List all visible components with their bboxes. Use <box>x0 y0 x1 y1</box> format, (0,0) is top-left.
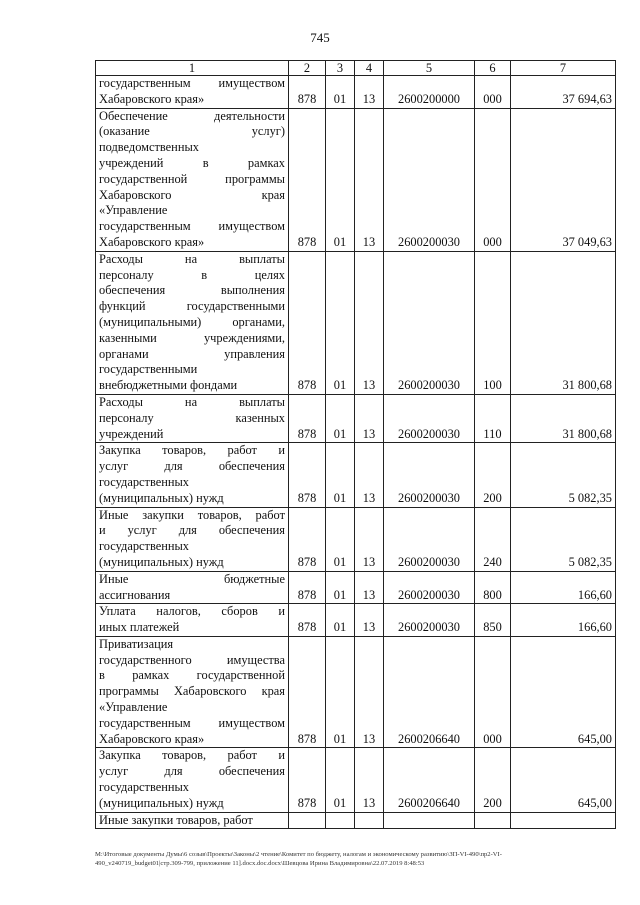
expense-item-name-line: иных платежей <box>99 620 180 635</box>
amount: 31 800,68 <box>511 394 616 442</box>
ministry-code: 878 <box>289 636 326 748</box>
subsection-code: 13 <box>355 748 384 812</box>
table-row <box>96 748 616 812</box>
subsection-code: 13 <box>355 76 384 109</box>
table-row <box>96 507 616 571</box>
subsection-code: 13 <box>355 604 384 637</box>
target-article-code: 2600200030 <box>384 571 475 604</box>
header-col-1: 1 <box>96 61 289 76</box>
ministry-code: 878 <box>289 507 326 571</box>
expense-item-name-line: услуг для обеспечения <box>99 459 285 474</box>
subsection-code: 13 <box>355 571 384 604</box>
expense-item-name-line: государственным имуществом <box>99 219 285 234</box>
header-col-3: 3 <box>326 61 355 76</box>
expense-item-name-line: учреждений <box>99 426 164 441</box>
expense-item-name-line: Иные закупки товаров, работ <box>99 812 253 827</box>
table-row <box>96 571 616 604</box>
section-code: 01 <box>326 251 355 394</box>
expense-type-code: 100 <box>475 251 511 394</box>
expense-item-name-line: ассигнования <box>99 587 171 602</box>
expense-item-name-line: (муниципальных) нужд <box>99 795 224 810</box>
expense-item-name-line: Хабаровского края» <box>99 731 205 746</box>
expense-item-name-line: государственных <box>99 474 190 489</box>
expense-item-name-line: Расходы на выплаты <box>99 394 285 409</box>
expense-type-code: 240 <box>475 507 511 571</box>
amount <box>511 812 616 829</box>
subsection-code: 13 <box>355 443 384 507</box>
target-article-code: 2600206640 <box>384 748 475 812</box>
expense-item-name <box>96 443 289 507</box>
expense-item-name-line: персоналу в целях <box>99 267 285 282</box>
header-col-4: 4 <box>355 61 384 76</box>
expense-item-name-line: и услуг для обеспечения <box>99 523 285 538</box>
target-article-code <box>384 812 475 829</box>
ministry-code <box>289 812 326 829</box>
table-body <box>96 76 616 829</box>
section-code: 01 <box>326 748 355 812</box>
expense-item-name-line: государственными <box>99 362 198 377</box>
expense-type-code: 110 <box>475 394 511 442</box>
ministry-code: 878 <box>289 604 326 637</box>
expense-item-name-line: государственной программы <box>99 171 285 186</box>
expense-type-code: 850 <box>475 604 511 637</box>
expense-type-code: 000 <box>475 76 511 109</box>
target-article-code: 2600200030 <box>384 251 475 394</box>
header-col-5: 5 <box>384 61 475 76</box>
ministry-code: 878 <box>289 571 326 604</box>
page-number: 745 <box>310 30 330 45</box>
amount: 645,00 <box>511 636 616 748</box>
expense-item-name-line: Закупка товаров, работ и <box>99 748 285 763</box>
ministry-code: 878 <box>289 108 326 251</box>
expense-item-name-line: «Управление <box>99 203 168 218</box>
expense-item-name <box>96 571 289 604</box>
expense-item-name-line: органами управления <box>99 346 285 361</box>
ministry-code: 878 <box>289 251 326 394</box>
expense-item-name-line: государственным имуществом <box>99 76 285 90</box>
expense-item-name <box>96 76 289 109</box>
ministry-code: 878 <box>289 748 326 812</box>
target-article-code: 2600200030 <box>384 394 475 442</box>
amount: 166,60 <box>511 604 616 637</box>
expense-item-name-line: (муниципальных) нужд <box>99 490 224 505</box>
amount: 166,60 <box>511 571 616 604</box>
target-article-code: 2600200030 <box>384 604 475 637</box>
expense-item-name-line: Расходы на выплаты <box>99 251 285 266</box>
expense-item-name <box>96 748 289 812</box>
header-col-7: 7 <box>511 61 616 76</box>
expense-type-code <box>475 812 511 829</box>
expense-item-name <box>96 251 289 394</box>
expense-item-name <box>96 636 289 748</box>
expense-item-name-line: Иные закупки товаров, работ <box>99 507 285 522</box>
expense-item-name <box>96 604 289 637</box>
expense-item-name <box>96 812 289 829</box>
target-article-code: 2600206640 <box>384 636 475 748</box>
section-code <box>326 812 355 829</box>
subsection-code: 13 <box>355 251 384 394</box>
expense-item-name-line: (оказание услуг) <box>99 124 285 139</box>
table-row <box>96 251 616 394</box>
target-article-code: 2600200030 <box>384 507 475 571</box>
expense-type-code: 000 <box>475 636 511 748</box>
expense-item-name-line: государственных <box>99 780 190 795</box>
ministry-code: 878 <box>289 394 326 442</box>
table-row <box>96 812 616 829</box>
table-row <box>96 76 616 109</box>
expense-type-code: 000 <box>475 108 511 251</box>
expense-item-name-line: обеспечения выполнения <box>99 283 285 298</box>
section-code: 01 <box>326 443 355 507</box>
amount: 37 049,63 <box>511 108 616 251</box>
target-article-code: 2600200000 <box>384 76 475 109</box>
amount: 645,00 <box>511 748 616 812</box>
header-col-2: 2 <box>289 61 326 76</box>
target-article-code: 2600200030 <box>384 108 475 251</box>
amount: 37 694,63 <box>511 76 616 109</box>
expense-item-name-line: подведомственных <box>99 140 199 155</box>
section-code: 01 <box>326 507 355 571</box>
expense-item-name <box>96 507 289 571</box>
header-col-6: 6 <box>475 61 511 76</box>
expense-item-name-line: (муниципальных) нужд <box>99 554 224 569</box>
expense-item-name-line: Приватизация <box>99 636 174 651</box>
amount: 5 082,35 <box>511 507 616 571</box>
expense-item-name-line: (муниципальными) органами, <box>99 314 285 329</box>
subsection-code: 13 <box>355 394 384 442</box>
section-code: 01 <box>326 76 355 109</box>
subsection-code: 13 <box>355 108 384 251</box>
expense-item-name-line: в рамках государственной <box>99 668 285 683</box>
expense-item-name <box>96 108 289 251</box>
expense-item-name-line: учреждений в рамках <box>99 155 285 170</box>
expense-item-name-line: государственным имуществом <box>99 715 285 730</box>
table-row <box>96 636 616 748</box>
expense-item-name-line: государственных <box>99 539 190 554</box>
expense-item-name-line: Хабаровского края» <box>99 234 205 249</box>
section-code: 01 <box>326 108 355 251</box>
target-article-code: 2600200030 <box>384 443 475 507</box>
table-row <box>96 394 616 442</box>
header-row <box>96 61 616 76</box>
section-code: 01 <box>326 394 355 442</box>
expense-item-name-line: внебюджетными фондами <box>99 378 238 393</box>
table-row <box>96 443 616 507</box>
document-footer <box>95 850 625 868</box>
amount: 31 800,68 <box>511 251 616 394</box>
section-code: 01 <box>326 636 355 748</box>
expense-item-name-line: Уплата налогов, сборов и <box>99 604 285 619</box>
footer-path-line-1: M:\Итоговые документы Думы\6 созыв\Проекты\Законы\2 чтение\Комитет по бюджету, налогам и экономическому развитию\ЗП-VI-490\пр2-VI- <box>95 851 502 858</box>
expense-type-code: 200 <box>475 748 511 812</box>
amount: 5 082,35 <box>511 443 616 507</box>
expense-item-name-line: Закупка товаров, работ и <box>99 443 285 458</box>
expense-item-name-line: функций государственными <box>99 299 285 314</box>
expense-item-name-line: Обеспечение деятельности <box>99 108 285 123</box>
expense-type-code: 200 <box>475 443 511 507</box>
expense-item-name-line: «Управление <box>99 700 168 715</box>
expense-item-name-line: казенными учреждениями, <box>99 330 285 345</box>
subsection-code: 13 <box>355 507 384 571</box>
subsection-code <box>355 812 384 829</box>
expense-item-name-line: программы Хабаровского края <box>99 684 285 699</box>
expense-item-name-line: услуг для обеспечения <box>99 764 285 779</box>
subsection-code: 13 <box>355 636 384 748</box>
expense-type-code: 800 <box>475 571 511 604</box>
expense-item-name-line: Хабаровского края» <box>99 91 205 106</box>
expense-item-name <box>96 394 289 442</box>
section-code: 01 <box>326 604 355 637</box>
ministry-code: 878 <box>289 76 326 109</box>
budget-table <box>95 60 616 829</box>
ministry-code: 878 <box>289 443 326 507</box>
section-code: 01 <box>326 571 355 604</box>
table-row <box>96 604 616 637</box>
table-row <box>96 108 616 251</box>
expense-item-name-line: персоналу казенных <box>99 410 285 425</box>
expense-item-name-line: Хабаровского края <box>99 187 285 202</box>
expense-item-name-line: Иные бюджетные <box>99 571 285 586</box>
footer-path-line-2: 490_v240719_budget01|стр.309-799, приложение 11].docx.doc.docx\Шевцова Ирина Владимировна\22.07.2019 8:48:53 <box>95 860 425 867</box>
expense-item-name-line: государственного имущества <box>99 652 285 667</box>
